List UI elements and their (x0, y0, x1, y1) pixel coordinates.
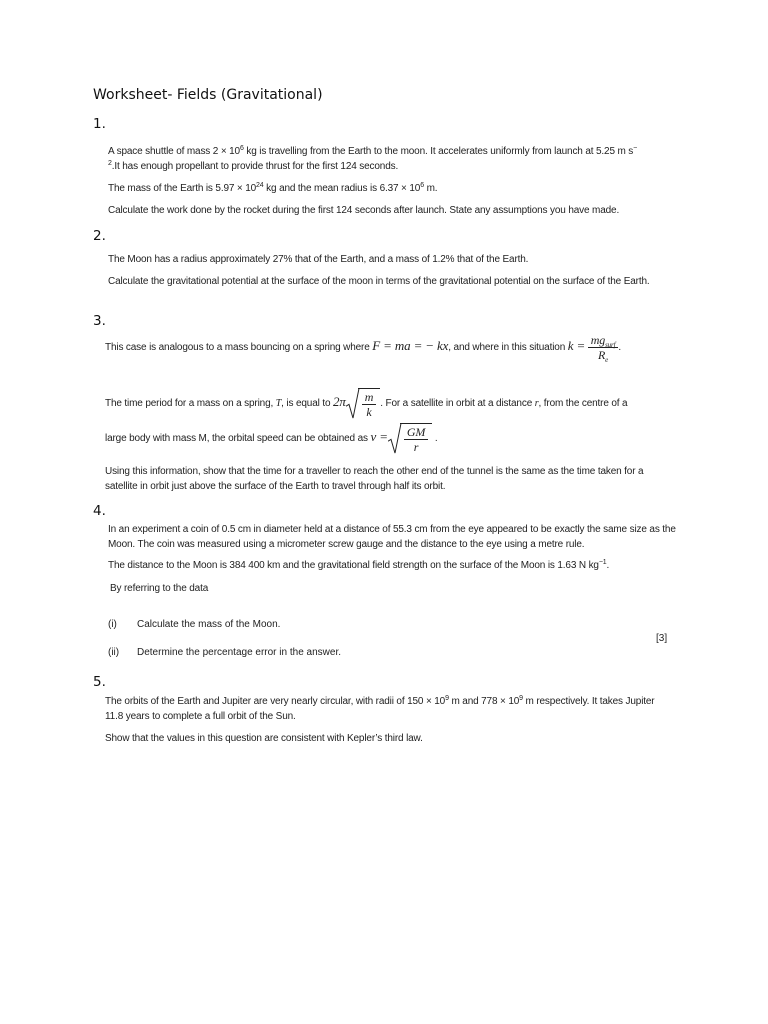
question-4-text-3: By referring to the data (110, 583, 209, 594)
worksheet-title: Worksheet- Fields (Gravitational) (93, 87, 323, 103)
question-3-number: 3. (93, 313, 106, 329)
question-3-text-4: Using this information, show that the time for a traveller to reach the other end of the tunnel is the same as the time taken for a satellite in orbit just above the surface of the Earth to travel through half its orbit. (105, 466, 644, 492)
orbital-speed-root: $\frac{GM}{r}$ (388, 423, 432, 454)
question-4-text-1: In an experiment a coin of 0.5 cm in diameter held at a distance of 55.3 cm from the eye appeared to be exactly the same size as the Moon. The coin was measured using a micrometer screw gauge and the distance to the eye using a metre rule. (108, 524, 676, 550)
question-3-text-1: This case is analogous to a mass bouncing on a spring where F = ma = − kx, and where in this situation k = $\frac{mg_{surf}}{R_e}$ . (105, 333, 622, 364)
question-4-item-2-text: Determine the percentage error in the answer. (137, 647, 341, 658)
question-2-number: 2. (93, 228, 106, 244)
period-root: $\frac{m}{k}$ (346, 388, 381, 419)
marks-label: [3] (656, 633, 668, 644)
k-fraction: $\frac{mg_{surf}}{R_e}$ (588, 333, 619, 362)
question-3-text-2: The time period for a mass on a spring, T, is equal to 2π $\frac{m}{k}$ . For a satellite in orbit at a distance r, from the centre of a (105, 390, 628, 419)
question-5-number: 5. (93, 674, 106, 690)
question-4-item-1-label: (i) (108, 619, 117, 630)
question-2-text-1: The Moon has a radius approximately 27% that of the Earth, and a mass of 1.2% that of the Earth. (108, 254, 529, 265)
question-4-item-2-label: (ii) (108, 647, 120, 658)
question-4-item-1-text: Calculate the mass of the Moon. (137, 619, 281, 630)
question-4-number: 4. (93, 503, 106, 519)
question-1-text-1: A space shuttle of mass $2 \times 10^6$ kg is travelling from the Earth to the moon. It accelerates uniformly from launch at 5.25 m s− $^2$.It has enough propellant to provide thrust for the first 124 seconds. (108, 145, 638, 172)
question-2-text-2: Calculate the gravitational potential at the surface of the moon in terms of the gravitational potential on the surface of the Earth. (108, 276, 650, 287)
spring-equation: F = ma = − kx (372, 338, 449, 354)
question-3-text-3: large body with mass M, the orbital speed can be obtained as v = $\frac{GM}{r}$ . (105, 425, 438, 454)
question-5-text-1: The orbits of the Earth and Jupiter are very nearly circular, with radii of $150 \times 10^9$ m and $778 \times 10^9$ m respectively. It takes Jupiter 11.8 years to complete a full orbit of the Sun. (105, 695, 655, 722)
question-1-number: 1. (93, 116, 106, 132)
question-1-text-2: The mass of the Earth is $5.97 \times 10^{24}$ kg and the mean radius is $6.37 \times 10^6$ m. (108, 182, 438, 194)
question-5-text-2: Show that the values in this question are consistent with Kepler’s third law. (105, 733, 423, 744)
question-4-text-2: The distance to the Moon is 384 400 km and the gravitational field strength on the surface of the Moon is 1.63 N $kg^{-1}$. (108, 559, 610, 571)
question-1-text-3: Calculate the work done by the rocket during the first 124 seconds after launch. State any assumptions you have made. (108, 205, 620, 216)
